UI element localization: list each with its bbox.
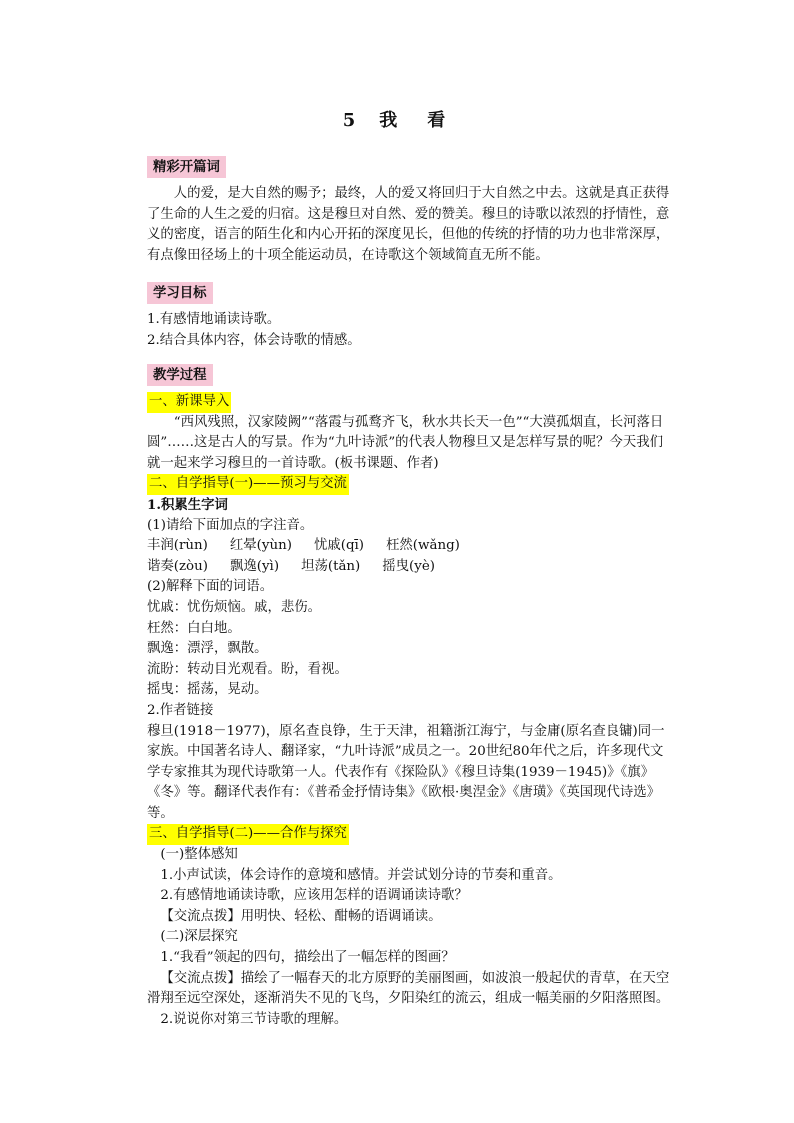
pinyin-item: 忧戚(qī)	[313, 538, 365, 554]
definition-item: 飘逸：漂浮，飘散。	[147, 641, 268, 657]
pinyin-row-1	[147, 536, 676, 557]
part1-paragraph: “西风残照，汉家陵阙”“落霞与孤鹜齐飞，秋水共长天一色”“大漠孤烟直，长河落日圆”……这是古人的写景。作为“九叶诗派”的代表人物穆旦又是怎样写景的呢？今天我们就一起来学习穆旦的一首诗歌。(板书课题、作者)	[147, 414, 664, 471]
part2-sub1: 1.积累生字词	[147, 496, 228, 513]
pinyin-item: 飘逸(yì)	[229, 558, 280, 574]
definition-item: 忧戚：忧伤烦恼。戚，悲伤。	[147, 599, 322, 615]
part2-sub2: 2.作者链接	[147, 702, 214, 718]
pinyin-item: 谐奏(zòu)	[147, 558, 208, 574]
pinyin-item: 坦荡(tǎn)	[301, 558, 361, 574]
part3-s2-tip: 【交流点拨】描绘了一幅春天的北方原野的美丽图画，如波浪一般起伏的青草，在天空滑翔至远空深处，逐渐消失不见的飞鸟，夕阳染红的流云，组成一幅美丽的夕阳落照图。	[147, 970, 670, 1007]
part3-s1-item: 2.有感情地诵读诗歌，应该用怎样的语调诵读诗歌？	[160, 888, 468, 904]
pinyin-item: 枉然(wǎng)	[386, 538, 460, 554]
part3-s2-q1: 1.“我看”领起的四句，描绘出了一幅怎样的图画？	[160, 950, 455, 966]
author-paragraph: 穆旦(1918－1977)，原名查良铮，生于天津，祖籍浙江海宁，与金庸(原名查良镛)同一家族。中国著名诗人、翻译家，“九叶诗派”成员之一。20世纪80年代之后，许多现代文学专家推其为现代诗歌第一人。代表作有《探险队》《穆旦诗集(1939－1945)》《旗》《冬》等。翻译代表作有：《普希金抒情诗集》《欧根·奥涅金》《唐璜》《英国现代诗选》等。	[147, 723, 665, 821]
definition-item: 枉然：白白地。	[147, 620, 241, 636]
part2-heading: 二、自学指导(一)——预习与交流	[147, 474, 349, 495]
process-block	[147, 356, 676, 1030]
part2-q1: (1)请给下面加点的字注音。	[147, 517, 314, 533]
part3-s1-item: 1.小声试读，体会诗作的意境和感情。并尝试划分诗的节奏和重音。	[160, 867, 562, 883]
part3-s2-q2: 2.说说你对第三节诗歌的理解。	[160, 1011, 348, 1027]
lesson-number: 5	[342, 110, 362, 131]
part3-s2: (二)深层探究	[160, 929, 238, 945]
definition-item: 摇曳：摇荡，晃动。	[147, 682, 268, 698]
intro-paragraph: 人的爱，是大自然的赐予；最终，人的爱又将回归于大自然之中去。这就是真正获得了生命的人生之爱的归宿。这是穆旦对自然、爱的赞美。穆旦的诗歌以浓烈的抒情性，意义的密度，语言的陌生化和内心开拓的深度见长，但他的传统的抒情的功力也非常深厚，有点像田径场上的十项全能运动员，在诗歌这个领域简直无所不能。	[147, 186, 670, 263]
pinyin-item: 丰润(rùn)	[147, 538, 208, 554]
pinyin-row-2	[147, 557, 676, 578]
section-label-intro: 精彩开篇词	[147, 156, 226, 178]
lesson-title-text: 我 看	[379, 110, 452, 131]
goal-item: 1.有感情地诵读诗歌。	[147, 312, 281, 327]
intro-block	[147, 148, 676, 266]
goals-block	[147, 274, 676, 351]
lesson-title	[0, 106, 794, 132]
section-label-process: 教学过程	[147, 364, 213, 386]
definition-item: 流盼：转动目光观看。盼，看视。	[147, 661, 348, 677]
pinyin-item: 红晕(yùn)	[229, 538, 292, 554]
section-label-goals: 学习目标	[147, 282, 213, 304]
part3-heading: 三、自学指导(二)——合作与探究	[147, 824, 349, 845]
part3-s1: (一)整体感知	[160, 847, 238, 863]
part1-heading: 一、新课导入	[147, 392, 231, 413]
part3-s1-tip: 【交流点拨】用明快、轻松、酣畅的语调诵读。	[160, 908, 442, 924]
pinyin-item: 摇曳(yè)	[382, 558, 436, 574]
part2-q2: (2)解释下面的词语。	[147, 579, 274, 595]
goal-item: 2.结合具体内容，体会诗歌的情感。	[147, 332, 361, 348]
